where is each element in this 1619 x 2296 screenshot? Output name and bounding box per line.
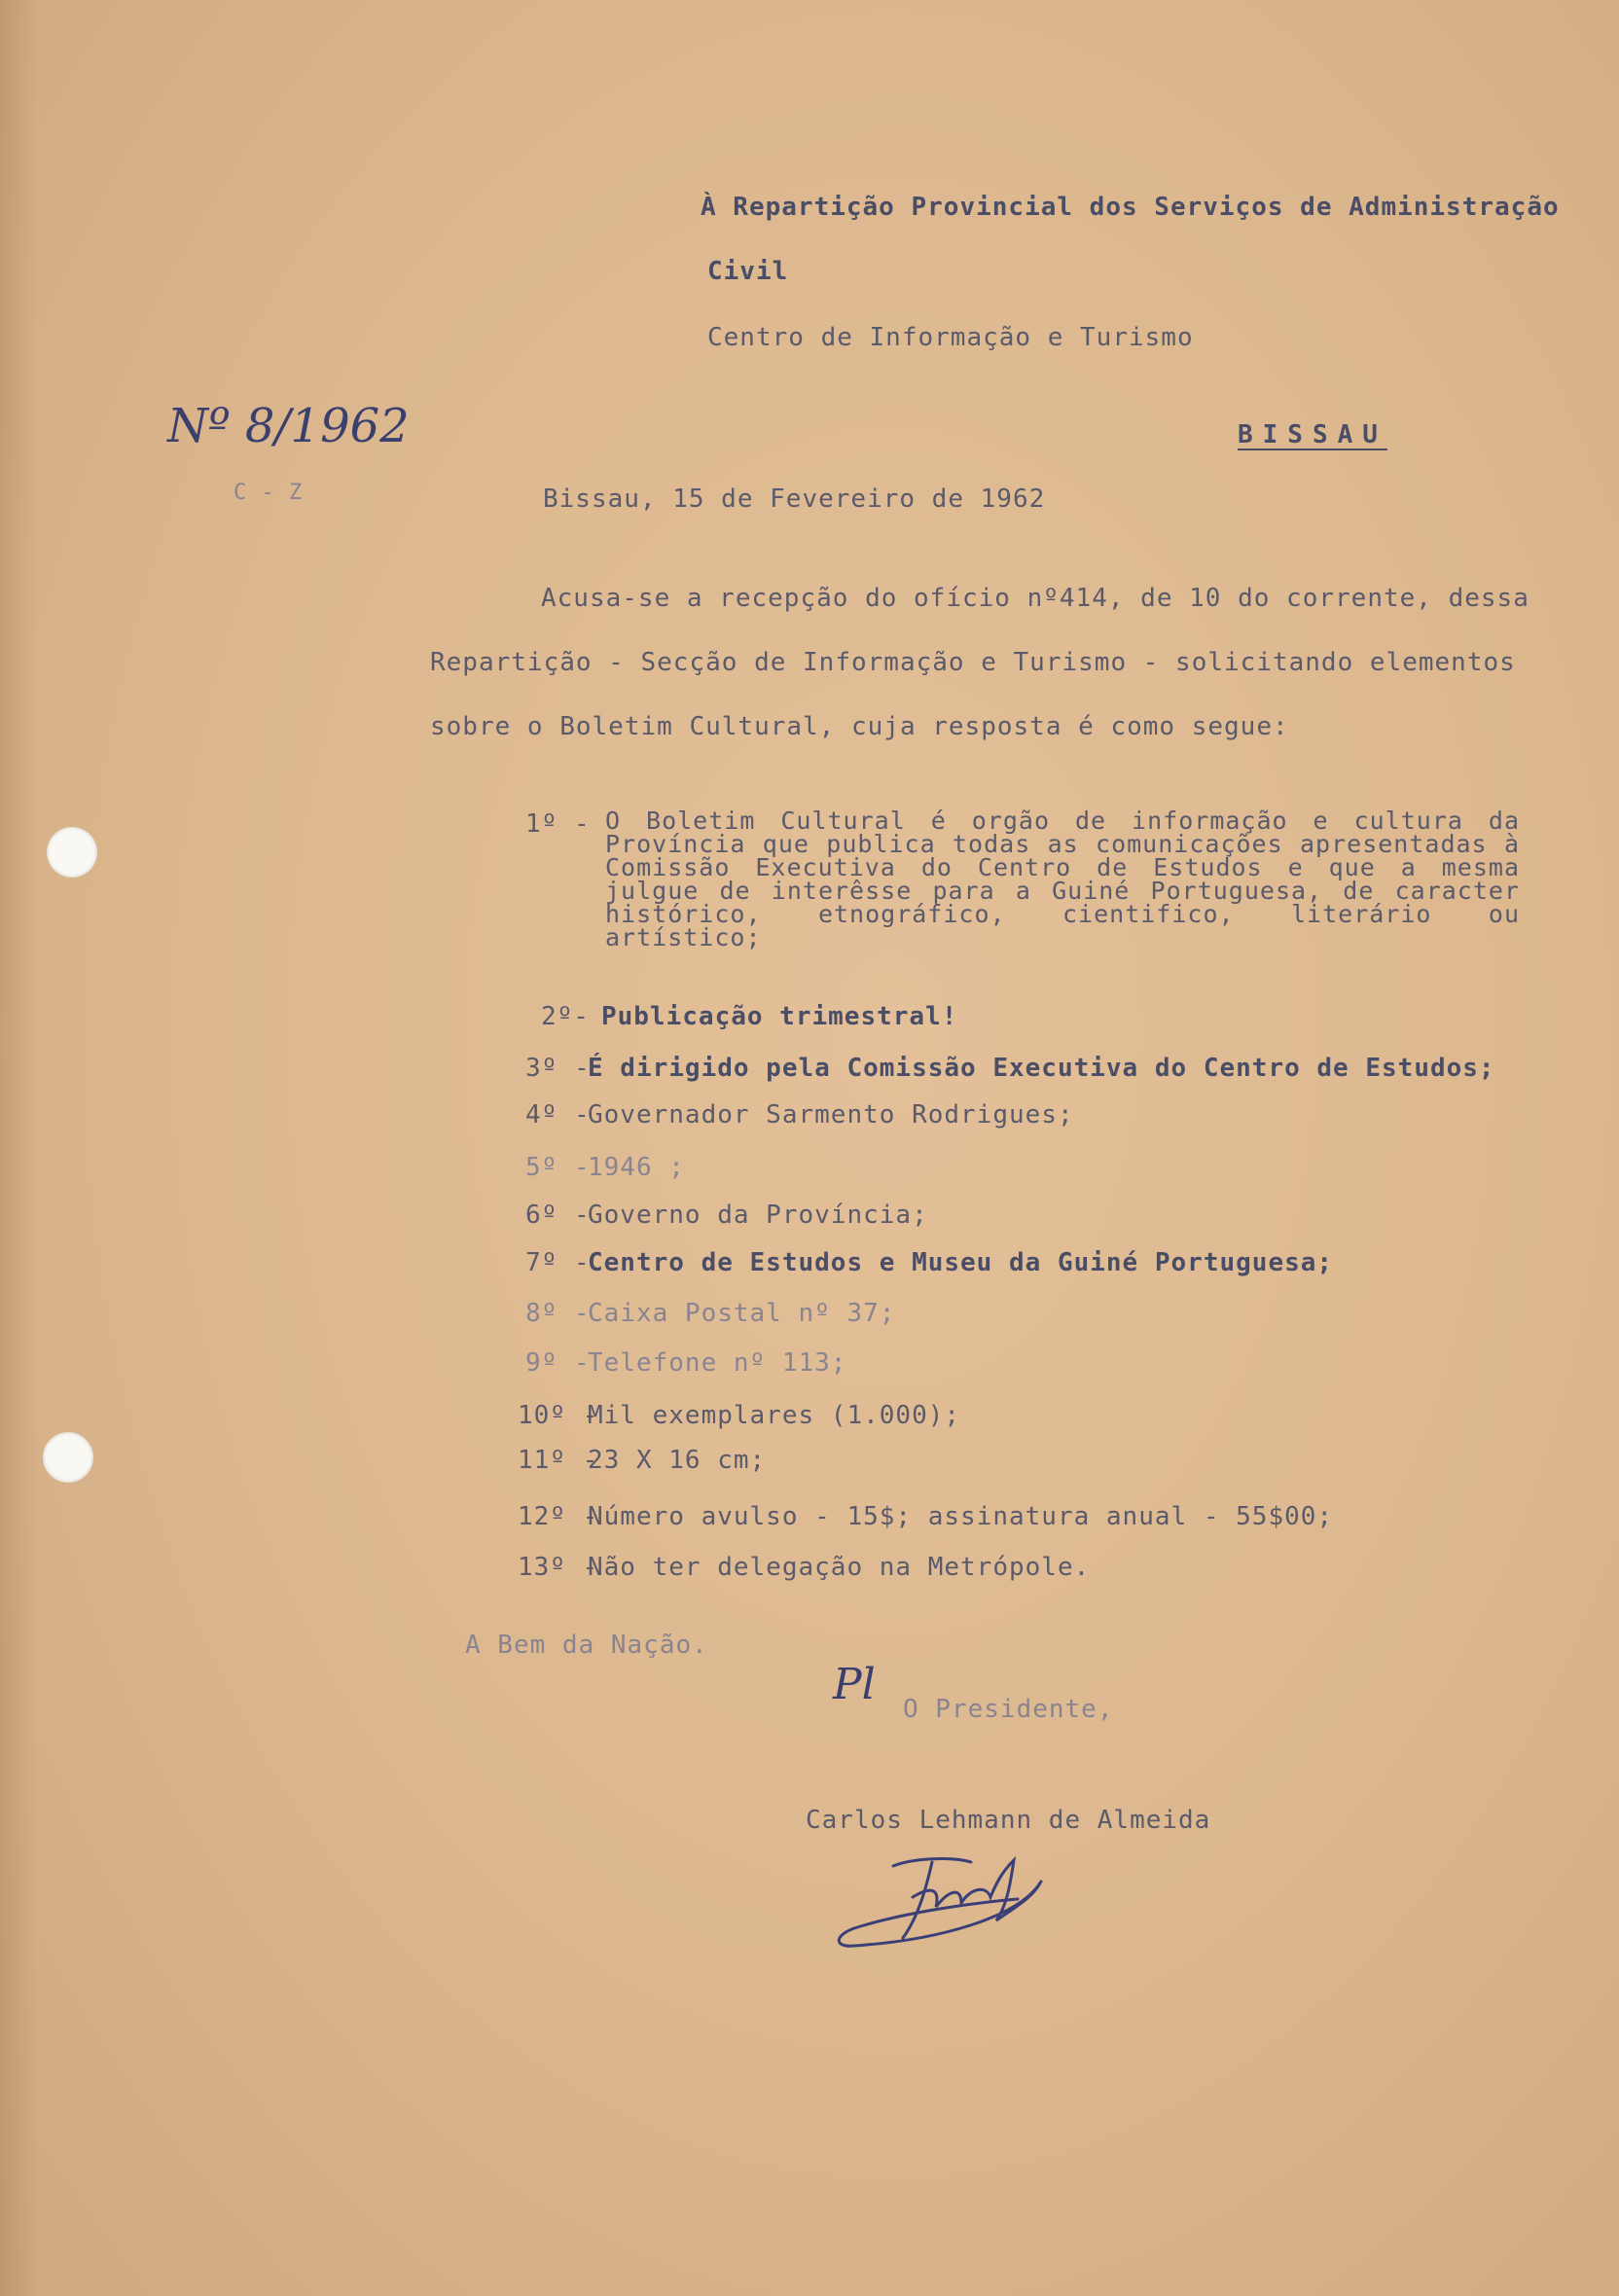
recipient-line-3: Centro de Informação e Turismo — [707, 323, 1194, 352]
recipient-line-1: À Repartição Provincial dos Serviços de Administração — [701, 193, 1560, 222]
handwritten-signature — [825, 1839, 1078, 1955]
list-item-number: 7º - — [525, 1248, 591, 1277]
list-item-text: Caixa Postal nº 37; — [588, 1299, 896, 1328]
list-item-text: Número avulso - 15$; assinatura anual - 55$00; — [588, 1502, 1334, 1531]
signatory-name: Carlos Lehmann de Almeida — [806, 1806, 1211, 1835]
list-item-number: 13º - — [518, 1553, 599, 1582]
list-item-text: É dirigido pela Comissão Executiva do Centro de Estudos; — [588, 1054, 1495, 1083]
signatory-title: O Presidente, — [903, 1695, 1114, 1724]
list-item-text: Governador Sarmento Rodrigues; — [588, 1100, 1074, 1130]
intro-line-1: Acusa-se a recepção do ofício nº414, de 10 do corrente, dessa — [541, 584, 1529, 613]
reference-code: C - Z — [234, 481, 304, 505]
list-item-text: Governo da Província; — [588, 1201, 928, 1230]
punch-hole-top — [47, 827, 97, 878]
per-pro-handwritten: Pl — [833, 1660, 876, 1709]
list-item-number: 5º - — [525, 1153, 591, 1182]
list-item-text: 23 X 16 cm; — [588, 1446, 767, 1475]
punch-hole-bottom — [43, 1432, 93, 1483]
list-item-number: 2º- — [541, 1002, 590, 1031]
list-item-number: 6º - — [525, 1201, 591, 1230]
list-item-text: 1946 ; — [588, 1153, 685, 1182]
list-item-number: 1º - — [525, 809, 591, 839]
list-item-number: 9º - — [525, 1348, 591, 1378]
reference-number-handwritten: Nº 8/1962 — [167, 399, 410, 453]
list-item-number: 8º - — [525, 1299, 591, 1328]
list-item-number: 4º - — [525, 1100, 591, 1130]
closing-salutation: A Bem da Nação. — [465, 1631, 708, 1660]
list-item-text: Publicação trimestral! — [601, 1002, 958, 1031]
list-item-text: O Boletim Cultural é orgão de informação e cultura da Província que publica todas as comunicações apresentadas à Comissão Executiva do Centro de Estudos e que a mesma julgue de interêsse para a Guiné Portuguesa, de caracter histórico, etnográfico, cientifico, literário ou artístico; — [605, 807, 1520, 951]
list-item-number: 10º - — [518, 1401, 599, 1430]
list-item-number: 11º - — [518, 1446, 599, 1475]
list-item-number: 12º - — [518, 1502, 599, 1531]
list-item-number: 3º - — [525, 1054, 591, 1083]
recipient-line-2: Civil — [707, 257, 789, 286]
list-item-text: Não ter delegação na Metrópole. — [588, 1553, 1091, 1582]
list-item-text: Telefone nº 113; — [588, 1348, 847, 1378]
recipient-city: BISSAU — [1238, 420, 1387, 449]
list-item-text: Centro de Estudos e Museu da Guiné Portuguesa; — [588, 1248, 1334, 1277]
date-line: Bissau, 15 de Fevereiro de 1962 — [543, 484, 1046, 514]
intro-line-2: Repartição - Secção de Informação e Turismo - solicitando elementos — [430, 648, 1516, 677]
list-item-text: Mil exemplares (1.000); — [588, 1401, 961, 1430]
page-edge-shadow — [0, 0, 39, 2296]
intro-line-3: sobre o Boletim Cultural, cuja resposta é como segue: — [430, 712, 1289, 741]
